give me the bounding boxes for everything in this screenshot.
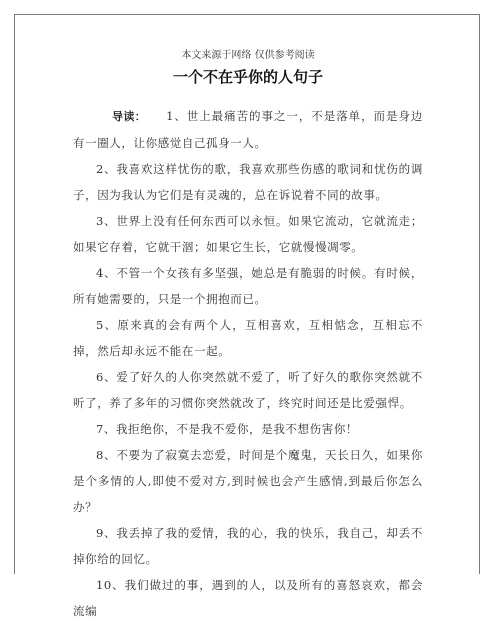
paragraph-9: 9、我丢掉了我的爱情，我的心，我的快乐，我自己，却丢不掉你给的回忆。: [73, 526, 423, 566]
paragraph-7: 7、我拒绝你，不是我不爱你，是我不想伤害你！: [96, 422, 359, 436]
document-title: 一个不在乎你的人句子: [172, 68, 323, 86]
paragraph-1: [73, 103, 423, 156]
paragraph-6: 6、爱了好久的人你突然就不爱了，听了好久的歌你突然就不听了，养了多年的习惯你突然就改了，终究时间还是比爱强悍。: [73, 370, 423, 410]
paragraph-5: 5、原来真的会有两个人，互相喜欢，互相惦念，互相忘不掉，然后却永远不能在一起。: [73, 318, 423, 358]
paragraph-text: 1、世上最痛苦的事之一，不是落单，而是身边有一圈人，让你感觉自己孤身一人。: [73, 109, 424, 150]
document-body: [73, 103, 423, 624]
paragraph-10: 10、我们做过的事，遇到的人，以及所有的喜怒哀欢，都会流编: [73, 578, 423, 618]
lead-label: 导读：: [112, 110, 147, 123]
paragraph-2: 2、我喜欢这样忧伤的歌，我喜欢那些伤感的歌词和忧伤的调子，因为我认为它们是有灵魂的，总在诉说着不同的故事。: [73, 162, 423, 202]
paragraph-4: 4、不管一个女孩有多坚强，她总是有脆弱的时候。有时候，所有她需要的，只是一个拥抱而已。: [73, 266, 423, 306]
paragraph-3: 3、世界上没有任何东西可以永恒。如果它流动，它就流走；如果它存着，它就干涸；如果它生长，它就慢慢凋零。: [73, 214, 423, 254]
paragraph-8: 8、不要为了寂寞去恋爱，时间是个魔鬼，天长日久，如果你是个多情的人,即使不爱对方,到时候也会产生感情,到最后你怎么办？: [73, 448, 423, 514]
source-note: 本文来源于网络 仅供参考阅读: [181, 50, 315, 61]
